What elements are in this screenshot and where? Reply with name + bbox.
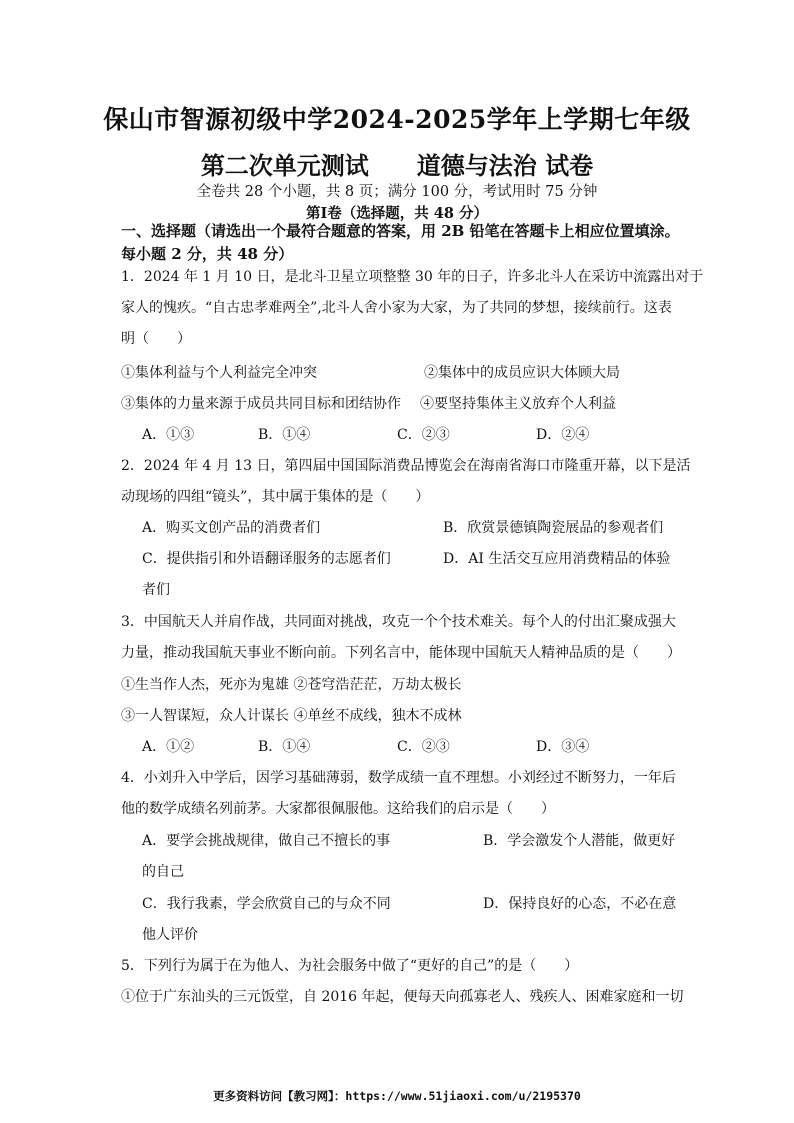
q1-stem-line1: 1．2024 年 1 月 10 日，是北斗卫星立项整整 30 年的日子，许多北斗人在采访中流露出对于: [121, 269, 704, 285]
q2-option-c: C．提供指引和外语翻译服务的志愿者们: [142, 551, 391, 567]
q1-statement-2: ②集体中的成员应识大体顾大局: [424, 365, 620, 381]
q1-option-d: D．②④: [536, 427, 590, 443]
q3-statements-1-2: ①生当作人杰，死亦为鬼雄 ②苍穹浩茫茫，万劫太极长: [121, 677, 462, 693]
q3-option-d: D．③④: [536, 739, 590, 755]
q2-option-d-line2: 者们: [142, 582, 170, 598]
q3-statements-3-4: ③一人智谋短，众人计谋长 ④单丝不成线，独木不成林: [121, 708, 462, 724]
q2-option-d-line1: D．AI 生活交互应用消费精品的体验: [443, 551, 671, 567]
q1-stem-line3: 明（ ）: [121, 331, 191, 347]
q3-option-a: A．①②: [142, 739, 195, 755]
q2-option-a: A．购买文创产品的消费者们: [142, 520, 321, 536]
q4-stem-line2: 他的数学成绩名列前茅。大家都很佩服他。这给我们的启示是（ ）: [121, 801, 555, 817]
q3-stem-line1: 3．中国航天人并肩作战，共同面对挑战，攻克一个个技术难关。每个人的付出汇聚成强大: [121, 614, 676, 630]
q1-option-c: C．②③: [397, 427, 450, 443]
q3-stem-line2: 力量，推动我国航天事业不断向前。下列名言中，能体现中国航天人精神品质的是（ ）: [121, 645, 681, 661]
q4-option-b-line2: 的自己: [142, 864, 184, 880]
footer-resource-link: 更多资料访问【教习网】：https://www.51jiaoxi.com/u/2195370: [213, 1089, 581, 1103]
q1-statement-1: ①集体利益与个人利益完全冲突: [121, 365, 317, 381]
q3-option-b: B．①④: [258, 739, 311, 755]
q1-option-a: A．①③: [142, 427, 195, 443]
section-heading: 一、选择题（请选出一个最符合题意的答案，用 2B 铅笔在答题卡上相应位置填涂。每小题 2 分，共 48 分）: [121, 222, 680, 263]
q1-option-b: B．①④: [258, 427, 311, 443]
q2-stem-line1: 2．2024 年 4 月 13 日，第四届中国国际消费品博览会在海南省海口市隆重开幕，以下是活: [121, 458, 691, 474]
q3-option-c: C．②③: [397, 739, 450, 755]
q2-stem-line2: 动现场的四组“镜头”，其中属于集体的是（ ）: [121, 489, 430, 505]
part-one-title: 第Ⅰ卷（选择题，共 48 分）: [305, 205, 489, 222]
q1-statement-3: ③集体的力量来源于成员共同目标和团结协作: [121, 396, 401, 412]
q4-option-d-line1: D．保持良好的心态，不必在意: [483, 896, 677, 912]
q4-option-d-line2: 他人评价: [142, 927, 198, 943]
q4-option-a: A．要学会挑战规律，做自己不擅长的事: [142, 833, 391, 849]
exam-info: 全卷共 28 个小题，共 8 页；满分 100 分，考试用时 75 分钟: [196, 184, 598, 200]
q5-statement-1-line1: ①位于广东汕头的三元饭堂，自 2016 年起，便每天向孤寡老人、残疾人、困难家庭和一切: [121, 989, 684, 1005]
q2-option-b: B．欣赏景德镇陶瓷展品的参观者们: [443, 520, 664, 536]
q4-stem-line1: 4．小刘升入中学后，因学习基础薄弱，数学成绩一直不理想。小刘经过不断努力，一年后: [121, 770, 676, 786]
q1-statement-4: ④要坚持集体主义放弃个人利益: [420, 396, 616, 412]
q5-stem-line1: 5．下列行为属于在为他人、为社会服务中做了“更好的自己”的是（ ）: [121, 958, 579, 974]
q4-option-c: C．我行我素，学会欣赏自己的与众不同: [142, 896, 391, 912]
exam-title-line1: 保山市智源初级中学2024-2025学年上学期七年级: [103, 105, 691, 134]
q4-option-b-line1: B．学会激发个人潜能，做更好: [483, 833, 676, 849]
exam-title-line2: 第二次单元测试 道德与法治 试卷: [200, 151, 594, 180]
q1-stem-line2: 家人的愧疚。“自古忠孝难两全”,北斗人舍小家为大家，为了共同的梦想，接续前行。这表: [121, 300, 672, 316]
